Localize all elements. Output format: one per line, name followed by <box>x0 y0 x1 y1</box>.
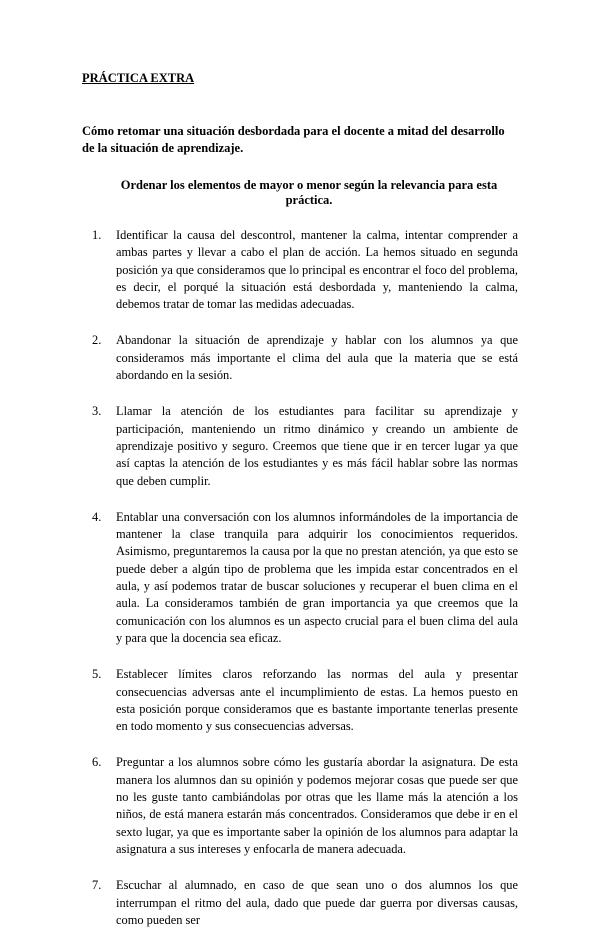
list-item <box>82 754 518 858</box>
item-text: Abandonar la situación de aprendizaje y hablar con los alumnos ya que consideramos más importante el clima del aula que la materia que se está abordando en la sesión. <box>116 333 518 383</box>
list-item <box>82 509 518 647</box>
list-item <box>82 666 518 735</box>
list-item <box>82 332 518 384</box>
item-number: 7. <box>92 878 102 893</box>
item-number: 4. <box>92 509 102 524</box>
list-item <box>82 403 518 489</box>
item-text: Entablar una conversación con los alumnos informándoles de la importancia de mantener la clase tranquila para adquirir los conocimientos requeridos. Asimismo, preguntaremos la causa por la que no prestan atención, ya que esto se puede deber a algún tipo de problema que les impida estar concentrados en el aula, y así podemos tratar de buscar soluciones y recuperar el buen clima en el aula. La consideramos también de gran importancia ya que creemos que la comunicación con los alumnos es un aspecto crucial para el buen clima del aula y para que la docencia sea eficaz. <box>116 509 518 645</box>
item-number: 3. <box>92 404 102 419</box>
list-item <box>82 877 518 929</box>
item-text: Escuchar al alumnado, en caso de que sean uno o dos alumnos los que interrumpan el ritmo del aula, dado que puede dar guerra por diversas causas, como pueden ser <box>116 878 518 927</box>
item-text: Preguntar a los alumnos sobre cómo les gustaría abordar la asignatura. De esta manera los alumnos dan su opinión y podemos mejorar cosas que puede ser que no les guste tanto cambiándolas por otras que les llame más la atención a los niños, de está manera estarán más concentrados. Consideramos que debe ir en el sexto lugar, ya que es importante saber la opinión de los alumnos para adaptar la asignatura a sus intereses y enfocarla de manera adecuada. <box>116 755 518 856</box>
item-text: Llamar la atención de los estudiantes para facilitar su aprendizaje y participación, manteniendo un ritmo dinámico y creando un ambiente de aprendizaje positivo y seguro. Creemos que tiene que ir en tercer lugar ya que así captas la atención de los estudiantes y es más fácil hablar sobre las normas que deben cumplir. <box>116 404 518 488</box>
ranked-list <box>82 227 518 929</box>
item-text: Identificar la causa del descontrol, mantener la calma, intentar comprender a ambas partes y llevar a cabo el plan de acción. La hemos situado en segunda posición ya que consideramos que lo principal es encontrar el foco del problema, es decir, el porqué la situación está desbordada y, manteniendo la calma, debemos tratar de tomar las medidas adecuadas. <box>116 228 518 312</box>
item-number: 2. <box>92 333 102 348</box>
item-number: 6. <box>92 755 102 770</box>
document-subtitle: Cómo retomar una situación desbordada para el docente a mitad del desarrollo de la situación de aprendizaje. <box>82 124 505 155</box>
item-text: Establecer límites claros reforzando las normas del aula y presentar consecuencias adversas ante el incumplimiento de estas. La hemos puesto en esta posición porque consideramos que es bastante importante tenerlas presente en todo momento y sus consecuencias adversas. <box>116 667 518 734</box>
document-instruction: Ordenar los elementos de mayor o menor según la relevancia para esta práctica. <box>120 178 498 207</box>
item-number: 1. <box>92 228 102 242</box>
list-item <box>82 227 518 313</box>
item-number: 5. <box>92 667 102 682</box>
document-title: PRÁCTICA EXTRA <box>82 71 195 85</box>
